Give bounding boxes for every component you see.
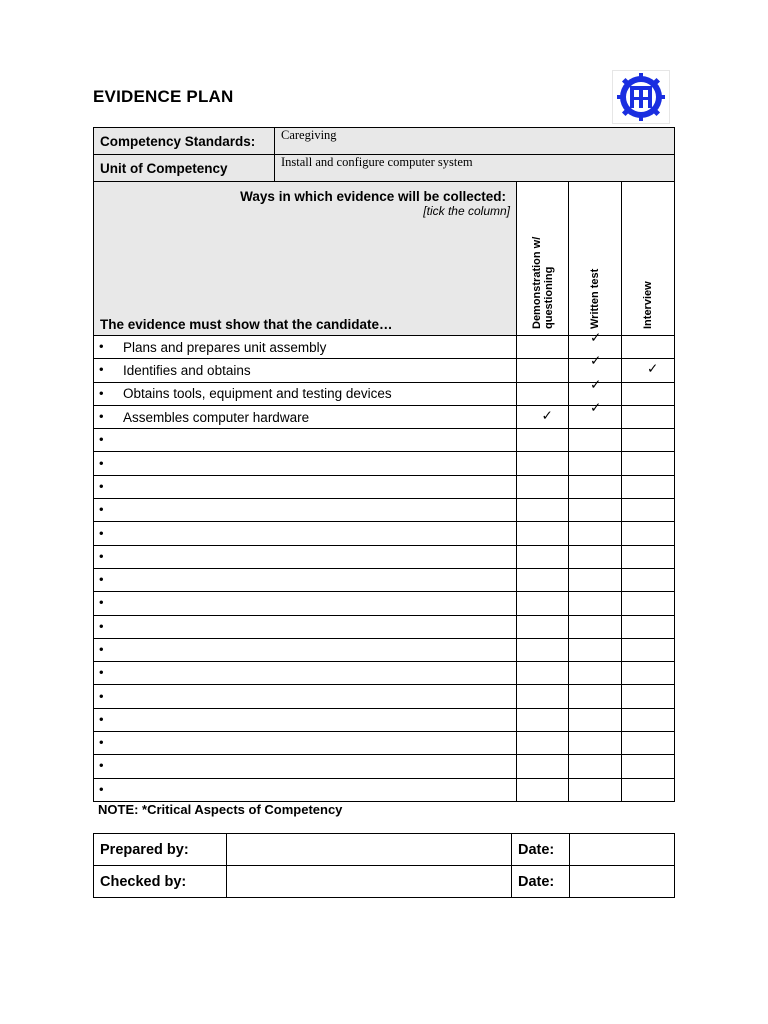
bullet-icon: • bbox=[99, 641, 104, 657]
tick-cell-demo[interactable] bbox=[517, 708, 569, 731]
competency-row bbox=[94, 128, 675, 155]
table-row bbox=[94, 499, 675, 522]
table-row bbox=[94, 755, 675, 778]
signoff-table bbox=[93, 833, 675, 898]
tick-cell-written[interactable] bbox=[569, 638, 622, 661]
checkmark-icon: ✓ bbox=[590, 376, 602, 392]
criterion-text: Assembles computer hardware bbox=[123, 409, 310, 425]
column-demonstration-line1: Demonstration w/ bbox=[530, 236, 543, 329]
tick-cell-interview[interactable] bbox=[622, 755, 675, 778]
criterion-cell[interactable] bbox=[94, 615, 517, 638]
unit-of-competency-label: Unit of Competency bbox=[94, 155, 275, 182]
table-row bbox=[94, 732, 675, 755]
criterion-text: Obtains tools, equipment and testing devices bbox=[123, 386, 392, 402]
tick-cell-written[interactable] bbox=[569, 662, 622, 685]
tick-cell-written[interactable] bbox=[569, 755, 622, 778]
criterion-cell[interactable] bbox=[94, 568, 517, 591]
tick-cell-demo[interactable] bbox=[517, 778, 569, 801]
table-row bbox=[94, 475, 675, 498]
column-demonstration-label bbox=[531, 237, 555, 329]
tick-cell-demo[interactable] bbox=[517, 405, 569, 428]
ways-header-cell bbox=[94, 182, 517, 336]
criterion-cell[interactable] bbox=[94, 499, 517, 522]
criterion-cell[interactable] bbox=[94, 429, 517, 452]
tick-cell-written[interactable] bbox=[569, 475, 622, 498]
tick-cell-interview[interactable] bbox=[622, 732, 675, 755]
table-row bbox=[94, 778, 675, 801]
tick-cell-written[interactable] bbox=[569, 732, 622, 755]
checked-date-field[interactable] bbox=[570, 866, 675, 898]
tick-cell-interview[interactable] bbox=[622, 615, 675, 638]
tick-cell-written[interactable] bbox=[569, 499, 622, 522]
tick-cell-written[interactable] bbox=[569, 592, 622, 615]
prepared-date-label: Date: bbox=[512, 834, 570, 866]
criterion-cell[interactable] bbox=[94, 685, 517, 708]
table-row bbox=[94, 568, 675, 591]
table-row bbox=[94, 545, 675, 568]
checkmark-icon: ✓ bbox=[590, 400, 602, 416]
column-demonstration-line2: questioning bbox=[542, 266, 555, 329]
bullet-icon: • bbox=[99, 688, 104, 704]
checkmark-icon: ✓ bbox=[590, 330, 602, 346]
tick-cell-interview[interactable] bbox=[622, 359, 675, 382]
evidence-plan-table bbox=[93, 127, 675, 802]
criterion-cell[interactable] bbox=[94, 522, 517, 545]
tick-cell-demo[interactable] bbox=[517, 732, 569, 755]
bullet-icon: • bbox=[99, 618, 104, 634]
criterion-cell[interactable] bbox=[94, 662, 517, 685]
prepared-by-field[interactable] bbox=[227, 834, 512, 866]
tick-cell-demo[interactable] bbox=[517, 568, 569, 591]
bullet-icon: • bbox=[99, 711, 104, 727]
tick-cell-interview[interactable] bbox=[622, 592, 675, 615]
tick-cell-demo[interactable] bbox=[517, 429, 569, 452]
tick-cell-demo[interactable] bbox=[517, 336, 569, 359]
bullet-icon: • bbox=[99, 338, 104, 354]
table-row bbox=[94, 359, 675, 382]
tick-cell-written[interactable] bbox=[569, 452, 622, 475]
tick-cell-demo[interactable] bbox=[517, 545, 569, 568]
tick-cell-interview[interactable] bbox=[622, 638, 675, 661]
tick-cell-written[interactable] bbox=[569, 778, 622, 801]
tick-cell-demo[interactable] bbox=[517, 592, 569, 615]
column-written-test bbox=[569, 182, 622, 336]
tick-cell-demo[interactable] bbox=[517, 685, 569, 708]
criterion-cell[interactable] bbox=[94, 732, 517, 755]
tick-cell-demo[interactable] bbox=[517, 382, 569, 405]
bullet-icon: • bbox=[99, 478, 104, 494]
bullet-icon: • bbox=[99, 734, 104, 750]
criterion-cell[interactable] bbox=[94, 708, 517, 731]
tick-cell-interview[interactable] bbox=[622, 336, 675, 359]
criterion-cell[interactable] bbox=[94, 452, 517, 475]
table-row bbox=[94, 382, 675, 405]
tick-cell-demo[interactable] bbox=[517, 522, 569, 545]
checkmark-icon: ✓ bbox=[647, 361, 659, 377]
tick-cell-demo[interactable] bbox=[517, 452, 569, 475]
criterion-cell[interactable] bbox=[94, 545, 517, 568]
tick-cell-demo[interactable] bbox=[517, 359, 569, 382]
tick-cell-written[interactable] bbox=[569, 400, 622, 428]
tick-cell-written[interactable] bbox=[569, 685, 622, 708]
tick-cell-demo[interactable] bbox=[517, 638, 569, 661]
tick-cell-interview[interactable] bbox=[622, 708, 675, 731]
criterion-cell[interactable] bbox=[94, 382, 517, 405]
bullet-icon: • bbox=[99, 781, 104, 797]
tick-cell-written[interactable] bbox=[569, 545, 622, 568]
criterion-text: Identifies and obtains bbox=[123, 362, 251, 378]
tick-cell-demo[interactable] bbox=[517, 615, 569, 638]
checkmark-icon: ✓ bbox=[541, 408, 553, 424]
tick-cell-interview[interactable] bbox=[622, 545, 675, 568]
criterion-cell[interactable] bbox=[94, 336, 517, 359]
column-header-row bbox=[94, 182, 675, 336]
bullet-icon: • bbox=[99, 431, 104, 447]
bullet-icon: • bbox=[99, 571, 104, 587]
checked-row bbox=[94, 866, 675, 898]
tick-cell-interview[interactable] bbox=[622, 522, 675, 545]
tick-cell-interview[interactable] bbox=[622, 778, 675, 801]
tick-cell-interview[interactable] bbox=[622, 382, 675, 405]
bullet-icon: • bbox=[99, 408, 104, 424]
table-row bbox=[94, 405, 675, 428]
checkmark-icon: ✓ bbox=[590, 353, 602, 369]
tick-cell-interview[interactable] bbox=[622, 452, 675, 475]
criterion-cell[interactable] bbox=[94, 592, 517, 615]
bullet-icon: • bbox=[99, 455, 104, 471]
tick-cell-demo[interactable] bbox=[517, 475, 569, 498]
criterion-cell[interactable] bbox=[94, 475, 517, 498]
tick-cell-written[interactable] bbox=[569, 522, 622, 545]
evidence-must-label: The evidence must show that the candidate… bbox=[100, 317, 393, 332]
table-row bbox=[94, 615, 675, 638]
tick-cell-written[interactable] bbox=[569, 429, 622, 452]
criterion-cell[interactable] bbox=[94, 778, 517, 801]
tick-cell-interview[interactable] bbox=[622, 475, 675, 498]
tick-cell-written[interactable] bbox=[569, 708, 622, 731]
table-row bbox=[94, 452, 675, 475]
tick-cell-written[interactable] bbox=[569, 568, 622, 591]
bullet-icon: • bbox=[99, 595, 104, 611]
table-row bbox=[94, 592, 675, 615]
page-title: EVIDENCE PLAN bbox=[93, 87, 234, 106]
checked-by-field[interactable] bbox=[227, 866, 512, 898]
bullet-icon: • bbox=[99, 525, 104, 541]
column-demonstration bbox=[517, 182, 569, 336]
tick-cell-interview[interactable] bbox=[622, 405, 675, 428]
tesda-logo-icon bbox=[612, 70, 670, 124]
unit-of-competency-value[interactable]: Install and configure computer system bbox=[275, 155, 675, 182]
unit-row bbox=[94, 155, 675, 182]
bullet-icon: • bbox=[99, 664, 104, 680]
bullet-icon: • bbox=[99, 385, 104, 401]
tick-cell-written[interactable] bbox=[569, 615, 622, 638]
prepared-row bbox=[94, 834, 675, 866]
bullet-icon: • bbox=[99, 362, 104, 378]
competency-standards-label: Competency Standards: bbox=[94, 128, 275, 155]
column-interview bbox=[622, 182, 675, 336]
table-row bbox=[94, 685, 675, 708]
bullet-icon: • bbox=[99, 548, 104, 564]
criterion-cell[interactable] bbox=[94, 405, 517, 428]
bullet-icon: • bbox=[99, 501, 104, 517]
table-row bbox=[94, 662, 675, 685]
column-interview-label: Interview bbox=[642, 281, 655, 329]
checked-date-label: Date: bbox=[512, 866, 570, 898]
column-written-test-label: Written test bbox=[589, 268, 601, 329]
ways-title: Ways in which evidence will be collected: bbox=[240, 189, 506, 204]
table-row bbox=[94, 522, 675, 545]
criterion-cell[interactable] bbox=[94, 359, 517, 382]
criterion-text: Plans and prepares unit assembly bbox=[123, 339, 327, 355]
checked-by-label: Checked by: bbox=[94, 866, 227, 898]
tick-cell-interview[interactable] bbox=[622, 499, 675, 522]
tick-cell-interview[interactable] bbox=[622, 685, 675, 708]
criterion-cell[interactable] bbox=[94, 755, 517, 778]
tick-cell-interview[interactable] bbox=[622, 429, 675, 452]
criterion-cell[interactable] bbox=[94, 638, 517, 661]
table-row bbox=[94, 429, 675, 452]
critical-aspects-note: NOTE: *Critical Aspects of Competency bbox=[98, 802, 343, 817]
tick-cell-demo[interactable] bbox=[517, 662, 569, 685]
prepared-by-label: Prepared by: bbox=[94, 834, 227, 866]
tick-cell-demo[interactable] bbox=[517, 499, 569, 522]
tick-cell-demo[interactable] bbox=[517, 755, 569, 778]
table-row bbox=[94, 336, 675, 359]
competency-standards-value[interactable]: Caregiving bbox=[275, 128, 675, 155]
ways-subtitle: [tick the column] bbox=[423, 204, 510, 218]
tick-cell-interview[interactable] bbox=[622, 568, 675, 591]
tick-cell-interview[interactable] bbox=[622, 662, 675, 685]
table-row bbox=[94, 638, 675, 661]
prepared-date-field[interactable] bbox=[570, 834, 675, 866]
bullet-icon: • bbox=[99, 758, 104, 774]
table-row bbox=[94, 708, 675, 731]
